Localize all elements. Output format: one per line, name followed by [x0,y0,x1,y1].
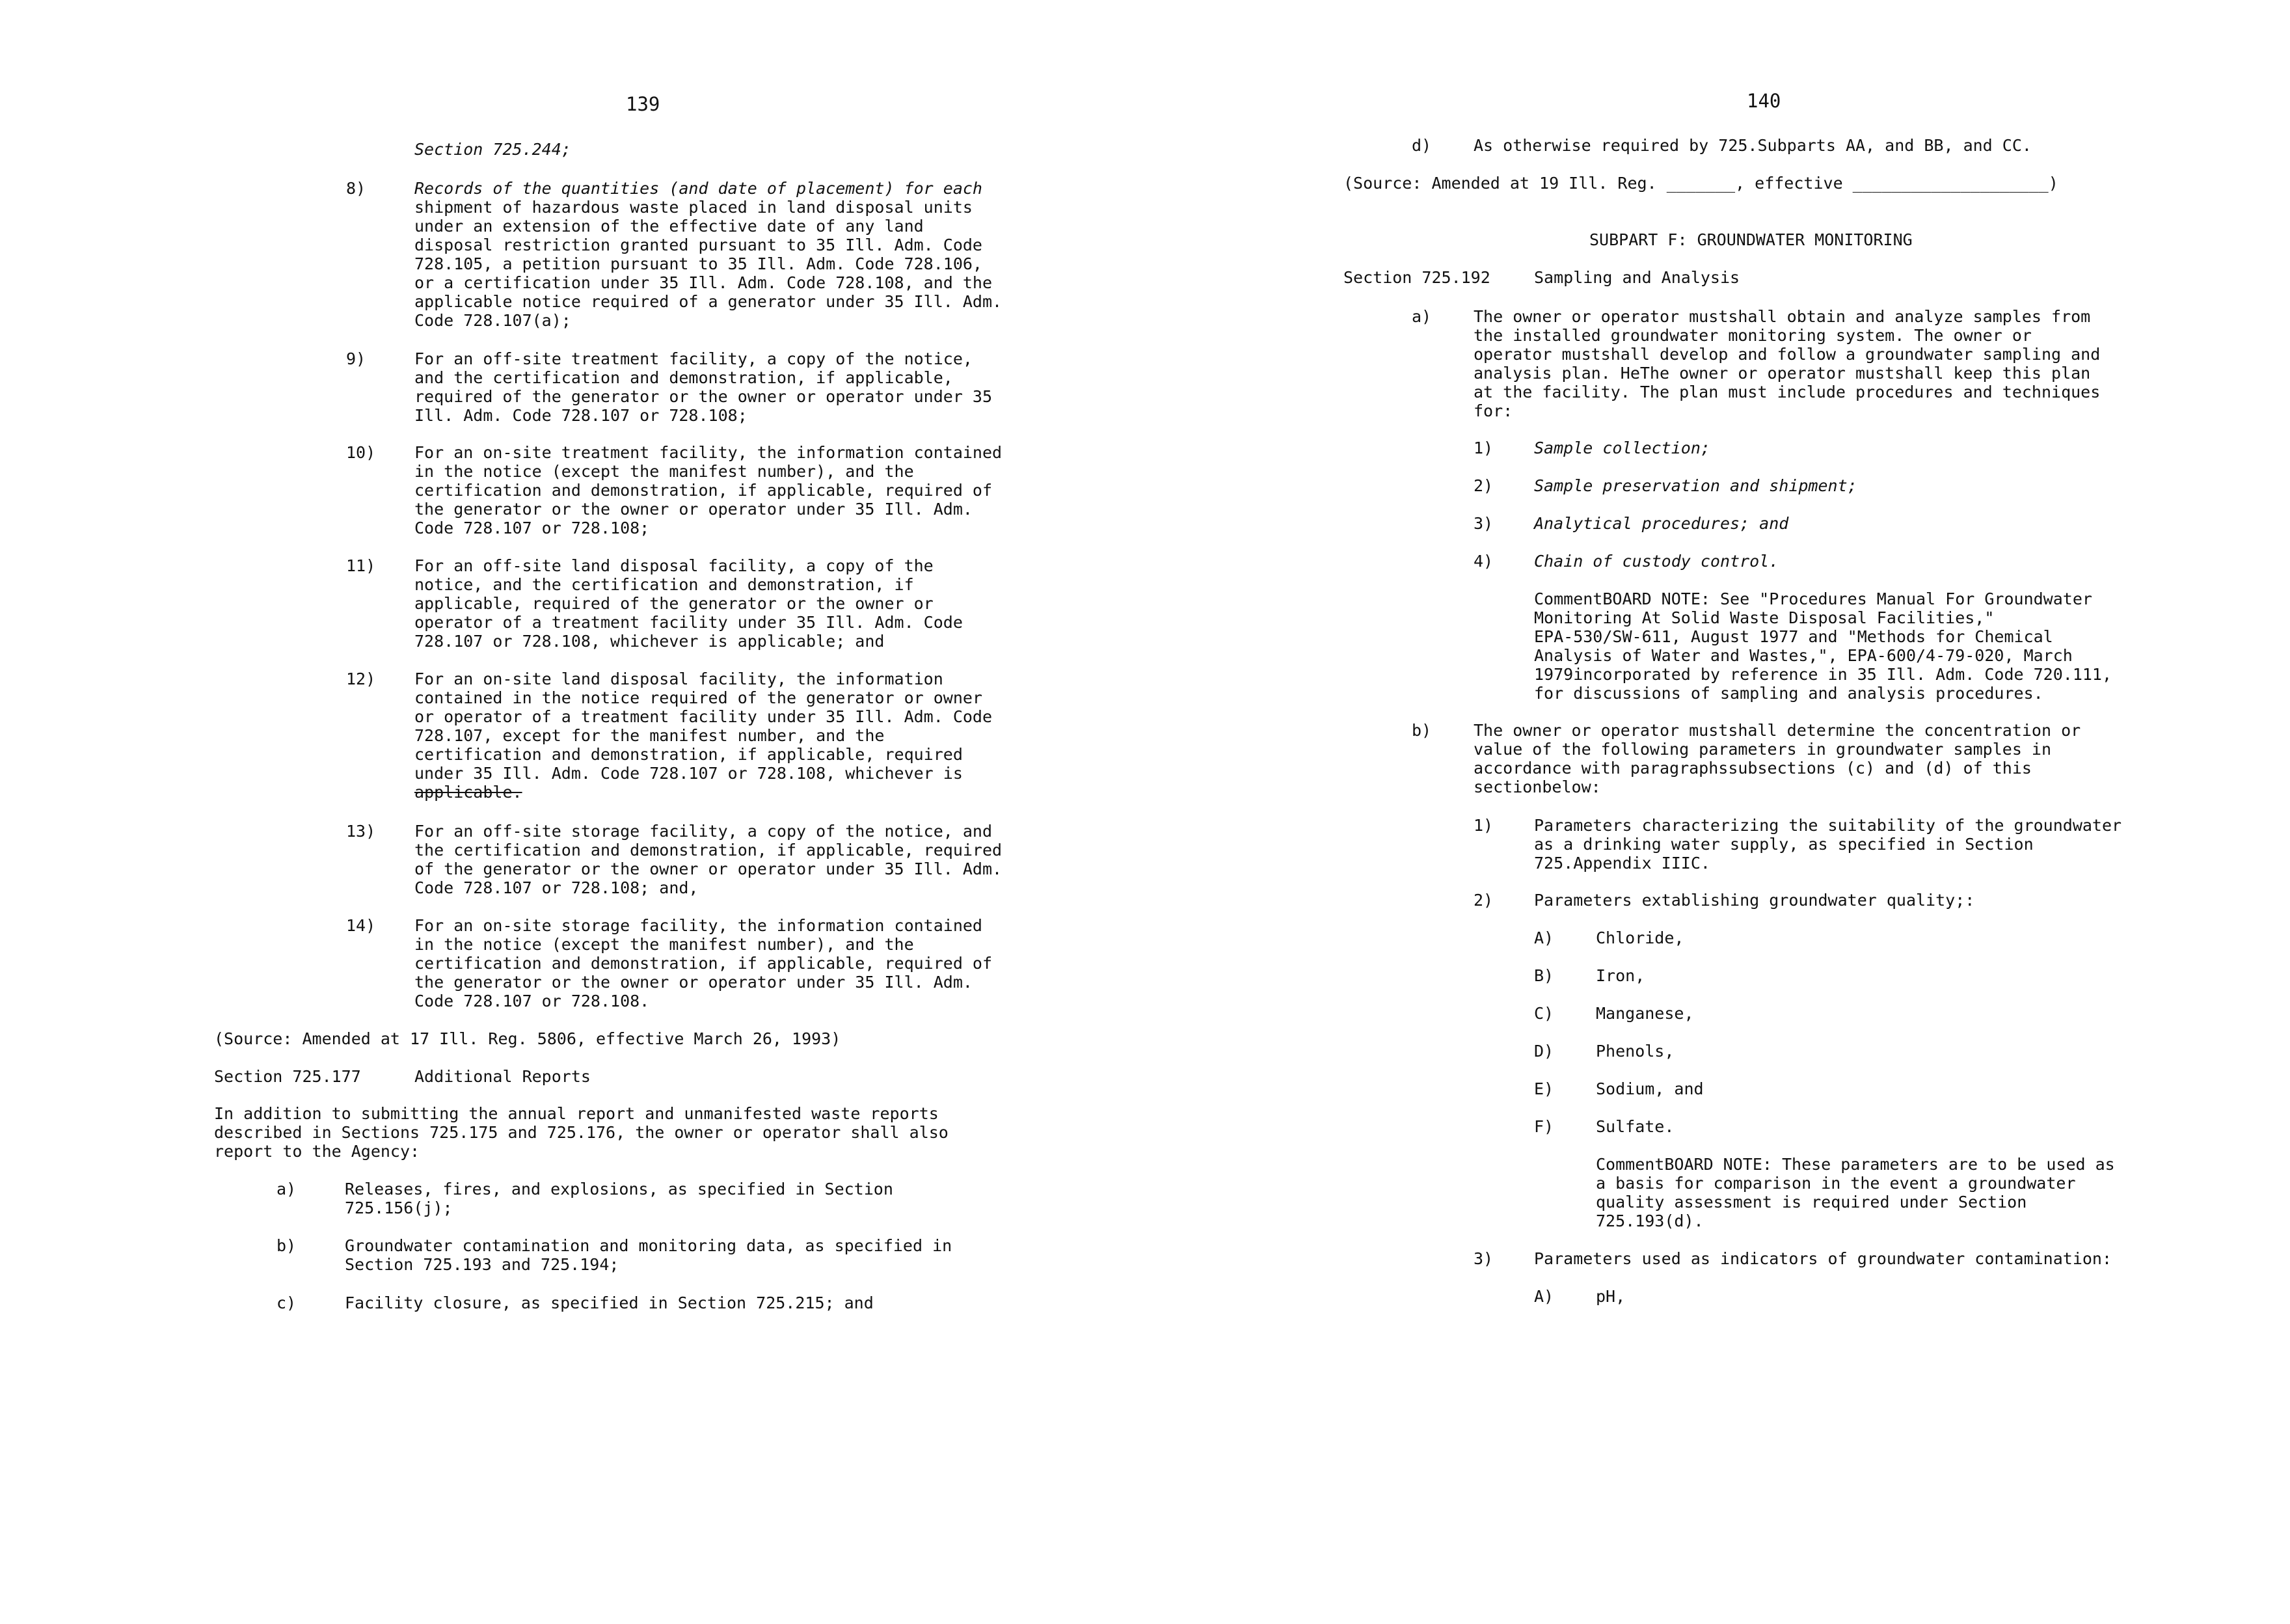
report-item-label: c) [276,1293,297,1312]
report-item-c: Facility closure, as specified in Section 725.215; and [345,1293,874,1312]
item-13-text: For an off-site storage facility, a copy of the notice, and the certification and demonstration, if applicable, required of the generator or the owner or operator under 35 Ill. Adm. Code 728.107 or 728.108; and, [414,822,1003,897]
quality-item-label: B) [1534,966,1554,985]
param-label: 3) [1474,1249,1494,1268]
plan-item-label: 2) [1474,476,1494,495]
item-label: 14) [346,916,376,935]
plan-item-label: 3) [1474,514,1494,533]
section-number: Section 725.192 [1343,268,1490,287]
item-label: a) [1412,307,1432,326]
item-label: b) [1412,721,1432,740]
item-b-text: The owner or operator mustshall determine the concentration or value of the following parameters in groundwater samples in accordance with paragraphssubsections (c) and (d) of this sectionbelow: [1474,721,2081,796]
param-2-text: Parameters extablishing groundwater quality;: [1534,891,1975,910]
param-label: 1) [1474,816,1494,835]
quality-item-text: Iron, [1596,966,1645,985]
quality-item-text: Phenols, [1596,1042,1675,1061]
plan-item-text: Chain of custody control. [1534,552,1779,571]
item-label: 8) [346,179,366,198]
item-a-text: The owner or operator mustshall obtain and analyze samples from the installed groundwater monitoring system. The owner or operator mustshall develop and follow a groundwater sampling and analysis plan. HeThe owner or operator mustshall keep this plan at the facility. The plan must include procedures and techniques for: [1474,307,2101,420]
report-item-a: Releases, fires, and explosions, as specified in Section 725.156(j); [345,1180,893,1217]
section-number: Section 725.177 [214,1067,361,1086]
quality-item-text: Manganese, [1596,1004,1694,1023]
param-3-text: Parameters used as indicators of groundwater contamination: [1534,1249,2112,1268]
item-9-text: For an off-site treatment facility, a copy of the notice, and the certification and demonstration, if applicable, required of the generator or the owner or operator under 35 Ill. Adm. Code 728.107 or 728.108; [414,349,993,425]
contamination-item-label: A) [1534,1287,1554,1306]
param-1-text: Parameters characterizing the suitability of the groundwater as a drinking water supply, as specified in Section 725.Appendix IIIC. [1534,816,2122,873]
plan-item-label: 4) [1474,552,1494,571]
report-item-label: b) [276,1236,297,1255]
right-page [1145,0,2290,1624]
source-note: (Source: Amended at 19 Ill. Reg. _______, effective ____________________) [1343,174,2058,193]
item-label: 11) [346,556,376,575]
item-12-text: For an on-site land disposal facility, the information contained in the notice required of the generator or owner or operator of a treatment facility under 35 Ill. Adm. Code 728.107, except for the manifest number, and the certification and demonstration, if applicable, required under 35 Ill. Adm. Code 728.107 or 728.108, whichever is applicable. [414,670,993,802]
quality-item-label: D) [1534,1042,1554,1061]
quality-item-text: Sulfate. [1596,1117,1675,1136]
item-label: 9) [346,349,366,368]
quality-item-text: Sodium, and [1596,1079,1704,1098]
section-intro: In addition to submitting the annual report and unmanifested waste reports described in Sections 725.175 and 725.176, the owner or operator shall also report to the Agency: [214,1104,949,1161]
plan-item-text: Sample preservation and shipment; [1534,476,1857,495]
item-11-text: For an off-site land disposal facility, a copy of the notice, and the certification and demonstration, if applicable, required of the generator or the owner or operator of a treatment facility under 35 Ill. Adm. Code 728.107 or 728.108, whichever is applicable; and [414,556,963,651]
item-d-text: As otherwise required by 725.Subparts AA, and BB, and CC. [1474,136,2032,155]
quality-item-text: Chloride, [1596,928,1684,947]
item-14-text: For an on-site storage facility, the information contained in the notice (except the manifest number), and the certification and demonstration, if applicable, required of the generator or the owner or operator under 35 Ill. Adm. Code 728.107 or 728.108. [414,916,993,1010]
contamination-item-text: pH, [1596,1287,1626,1306]
item-label: 12) [346,670,376,688]
section-continuation: Section 725.244; [414,140,571,159]
plan-item-label: 1) [1474,439,1494,457]
plan-item-text: Sample collection; [1534,439,1710,457]
plan-item-text: Analytical procedures; and [1534,514,1789,533]
quality-item-label: F) [1534,1117,1554,1136]
board-note-parameters: CommentBOARD NOTE: These parameters are to be used as a basis for comparison in the event a groundwater quality assessment is required under Section 725.193(d). [1596,1155,2115,1230]
item-10-text: For an on-site treatment facility, the information contained in the notice (except the manifest number), and the certification and demonstration, if applicable, required of the generator or the owner or operator under 35 Ill. Adm. Code 728.107 or 728.108; [414,443,1003,537]
item-label: 10) [346,443,376,462]
section-title: Additional Reports [414,1067,591,1086]
source-note: (Source: Amended at 17 Ill. Reg. 5806, effective March 26, 1993) [214,1029,841,1048]
quality-item-label: A) [1534,928,1554,947]
page-number: 140 [1747,90,1781,112]
item-8-text: Records of the quantities (and date of placement) for each shipment of hazardous waste placed in land disposal units under an extension of the effective date of any land disposal restriction granted pursuant to 35 Ill. Adm. Code 728.105, a petition pursuant to 35 Ill. Adm. Code 728.106, or a certification under 35 Ill. Adm. Code 728.108, and the applicable notice required of a generator under 35 Ill. Adm. Code 728.107(a); [414,179,1003,330]
page-number: 139 [626,93,660,115]
report-item-label: a) [276,1180,297,1198]
quality-item-label: E) [1534,1079,1554,1098]
board-note-sampling: CommentBOARD NOTE: See "Procedures Manual For Groundwater Monitoring At Solid Waste Disposal Facilities," EPA-530/SW-611, August 1977 and "Methods for Chemical Analysis of Water and Wastes,", EPA-600/4-79-020, March 1979incorporated by reference in 35 Ill. Adm. Code 720.111, for discussions of sampling and analysis procedures. [1534,589,2112,703]
item-label: 13) [346,822,376,841]
item-label: d) [1412,136,1432,155]
quality-item-label: C) [1534,1004,1554,1023]
section-title: Sampling and Analysis [1534,268,1740,287]
subpart-heading: SUBPART F: GROUNDWATER MONITORING [1589,230,1913,249]
param-label: 2) [1474,891,1494,910]
report-item-b: Groundwater contamination and monitoring data, as specified in Section 725.193 and 725.194; [345,1236,952,1274]
